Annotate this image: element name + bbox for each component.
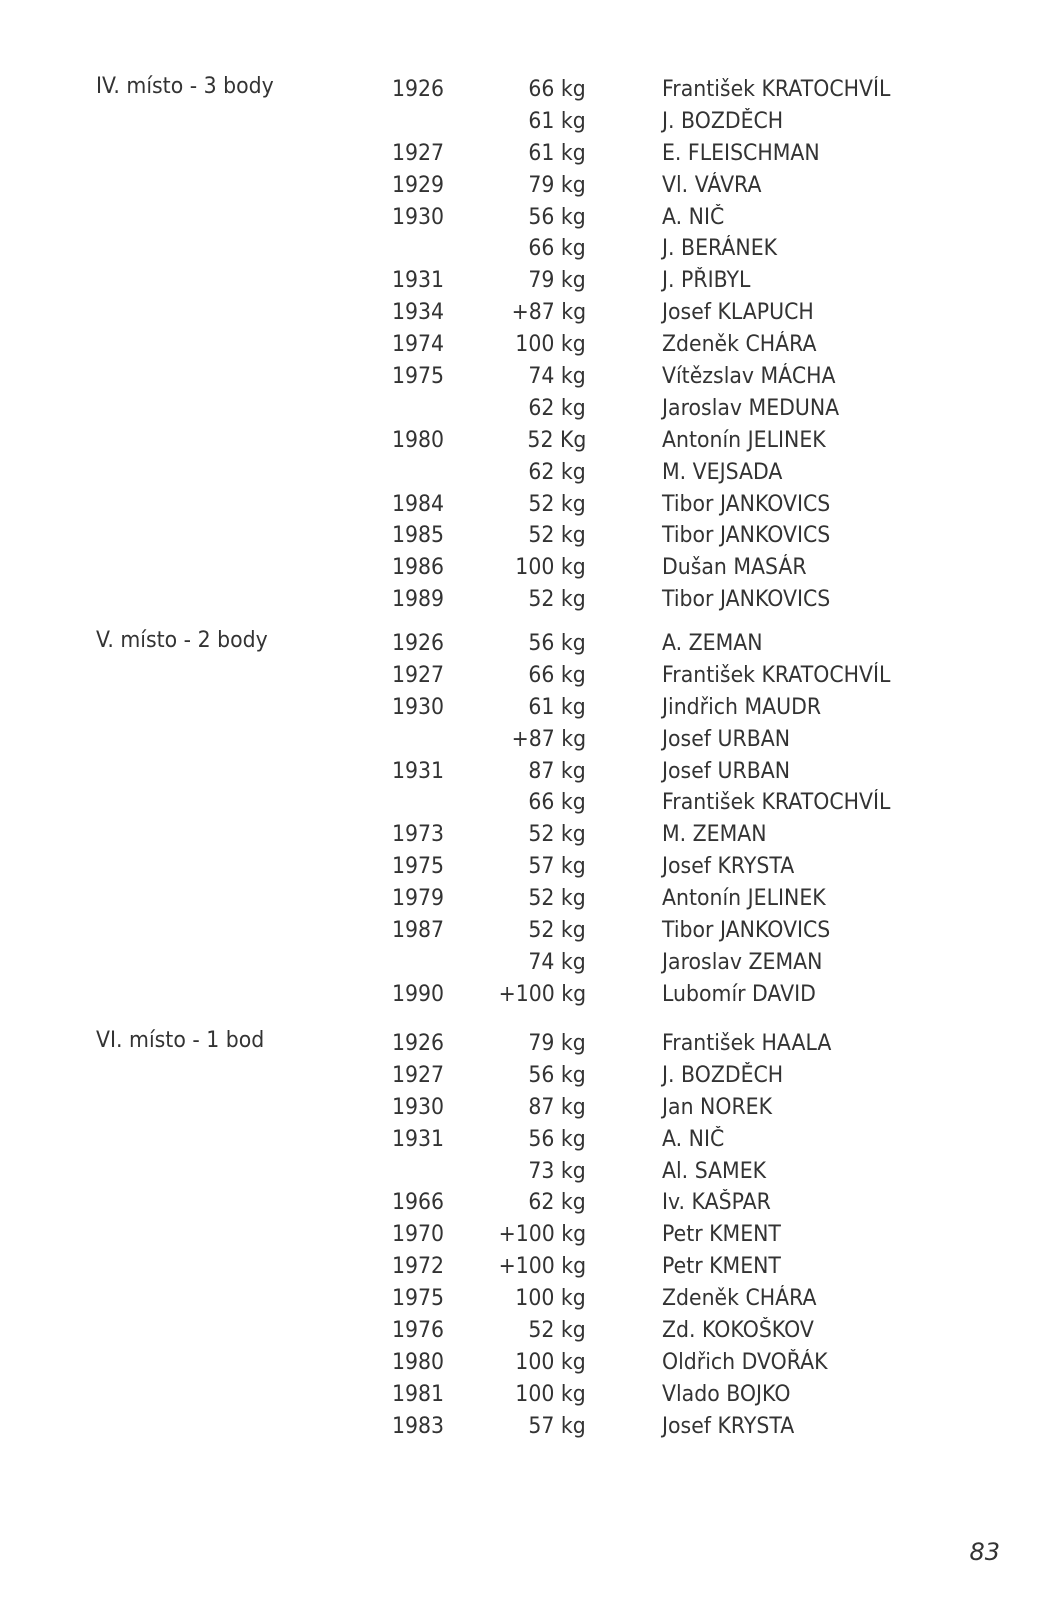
result-year: 1966: [392, 1190, 445, 1216]
result-row: [0, 1124, 1056, 1156]
result-weight: 100 kg: [515, 555, 586, 581]
result-row: [0, 787, 1056, 819]
result-weight: 56 kg: [528, 204, 586, 230]
result-name: Josef KRYSTA: [662, 1413, 795, 1439]
result-name: Vl. VÁVRA: [662, 172, 762, 198]
results-list: [0, 74, 1056, 616]
result-year: 1931: [392, 758, 445, 784]
result-weight: 61 kg: [528, 140, 586, 166]
result-weight: 79 kg: [528, 172, 586, 198]
result-weight: 73 kg: [528, 1158, 586, 1184]
result-year: 1927: [392, 140, 445, 166]
result-year: 1931: [392, 268, 445, 294]
result-weight: 52 kg: [528, 523, 586, 549]
result-name: Zdeněk CHÁRA: [662, 332, 817, 358]
result-name: J. BERÁNEK: [662, 236, 778, 262]
result-weight: 62 kg: [528, 459, 586, 485]
placement-section-v: [0, 628, 1056, 1011]
result-name: Jaroslav MEDUNA: [662, 395, 840, 421]
result-year: 1931: [392, 1126, 445, 1152]
result-weight: 61 kg: [528, 694, 586, 720]
result-year: 1929: [392, 172, 445, 198]
result-row: [0, 819, 1056, 851]
result-weight: 52 kg: [528, 587, 586, 613]
result-year: 1987: [392, 918, 445, 944]
result-name: J. BOZDĚCH: [662, 108, 784, 134]
result-row: [0, 1251, 1056, 1283]
result-name: Tibor JANKOVICS: [662, 918, 831, 944]
result-row: [0, 1060, 1056, 1092]
result-name: Iv. KAŠPAR: [662, 1190, 771, 1216]
result-year: 1986: [392, 555, 445, 581]
results-list: [0, 628, 1056, 1011]
result-weight: +87 kg: [511, 300, 586, 326]
result-name: J. BOZDĚCH: [662, 1062, 784, 1088]
result-row: [0, 106, 1056, 138]
result-name: Jindřich MAUDR: [662, 694, 822, 720]
results-list: [0, 1028, 1056, 1443]
result-row: [0, 1187, 1056, 1219]
result-year: 1979: [392, 886, 445, 912]
result-name: Josef URBAN: [662, 758, 791, 784]
result-name: Josef KRYSTA: [662, 854, 795, 880]
result-name: Tibor JANKOVICS: [662, 491, 831, 517]
result-row: [0, 1219, 1056, 1251]
result-row: [0, 1092, 1056, 1124]
result-weight: 87 kg: [528, 1094, 586, 1120]
result-year: 1984: [392, 491, 445, 517]
result-name: Petr KMENT: [662, 1222, 781, 1248]
result-row: [0, 1156, 1056, 1188]
result-year: 1976: [392, 1318, 445, 1344]
result-weight: 52 kg: [528, 918, 586, 944]
result-row: [0, 851, 1056, 883]
result-name: M. VEJSADA: [662, 459, 783, 485]
section-label: V. místo - 2 body: [96, 628, 268, 653]
result-year: 1980: [392, 1349, 445, 1375]
result-row: [0, 297, 1056, 329]
result-row: [0, 425, 1056, 457]
result-weight: 74 kg: [528, 949, 586, 975]
result-name: A. NIČ: [662, 1126, 725, 1152]
result-weight: 66 kg: [528, 662, 586, 688]
placement-section-vi: [0, 1028, 1056, 1443]
result-weight: 62 kg: [528, 395, 586, 421]
result-name: Al. SAMEK: [662, 1158, 767, 1184]
result-weight: 57 kg: [528, 854, 586, 880]
result-year: 1980: [392, 427, 445, 453]
result-row: [0, 660, 1056, 692]
result-weight: 52 kg: [528, 491, 586, 517]
result-row: [0, 265, 1056, 297]
placement-section-iv: [0, 74, 1056, 616]
result-name: M. ZEMAN: [662, 822, 767, 848]
result-year: 1981: [392, 1381, 445, 1407]
section-label: IV. místo - 3 body: [96, 74, 274, 99]
result-year: 1970: [392, 1222, 445, 1248]
page-number: 83: [969, 1538, 1000, 1566]
result-row: [0, 915, 1056, 947]
result-year: 1975: [392, 854, 445, 880]
result-year: 1990: [392, 981, 445, 1007]
result-row: [0, 692, 1056, 724]
result-weight: 100 kg: [515, 1349, 586, 1375]
result-year: 1983: [392, 1413, 445, 1439]
result-row: [0, 724, 1056, 756]
result-name: František KRATOCHVÍL: [662, 790, 891, 816]
result-name: Antonín JELINEK: [662, 886, 826, 912]
result-name: A. NIČ: [662, 204, 725, 230]
result-name: E. FLEISCHMAN: [662, 140, 820, 166]
result-row: [0, 489, 1056, 521]
result-row: [0, 584, 1056, 616]
result-name: Jan NOREK: [662, 1094, 773, 1120]
result-weight: 56 kg: [528, 1062, 586, 1088]
result-weight: +100 kg: [498, 1254, 586, 1280]
result-name: Petr KMENT: [662, 1254, 781, 1280]
result-year: 1927: [392, 1062, 445, 1088]
result-name: J. PŘIBYL: [662, 268, 751, 294]
result-row: [0, 1347, 1056, 1379]
result-row: [0, 361, 1056, 393]
result-weight: +100 kg: [498, 1222, 586, 1248]
result-year: 1989: [392, 587, 445, 613]
result-row: [0, 329, 1056, 361]
result-year: 1975: [392, 1286, 445, 1312]
result-year: 1927: [392, 662, 445, 688]
result-row: [0, 1028, 1056, 1060]
result-name: Zd. KOKOŠKOV: [662, 1318, 814, 1344]
result-row: [0, 74, 1056, 106]
result-weight: 87 kg: [528, 758, 586, 784]
result-year: 1926: [392, 631, 445, 656]
result-name: Lubomír DAVID: [662, 981, 816, 1007]
result-name: Vlado BOJKO: [662, 1381, 791, 1407]
result-name: Oldřich DVOŘÁK: [662, 1349, 828, 1375]
result-weight: 52 Kg: [527, 427, 586, 453]
result-year: 1930: [392, 204, 445, 230]
result-year: 1926: [392, 77, 445, 102]
result-row: [0, 1315, 1056, 1347]
result-row: [0, 1283, 1056, 1315]
result-year: 1972: [392, 1254, 445, 1280]
section-label: VI. místo - 1 bod: [96, 1028, 265, 1053]
result-weight: 56 kg: [528, 1126, 586, 1152]
result-weight: 100 kg: [515, 332, 586, 358]
result-name: A. ZEMAN: [662, 631, 763, 656]
result-row: [0, 979, 1056, 1011]
result-row: [0, 520, 1056, 552]
result-row: [0, 1411, 1056, 1443]
result-weight: 79 kg: [528, 268, 586, 294]
result-name: Antonín JELINEK: [662, 427, 826, 453]
result-row: [0, 756, 1056, 788]
result-name: Josef KLAPUCH: [662, 300, 814, 326]
result-name: František KRATOCHVÍL: [662, 77, 891, 102]
result-weight: +87 kg: [511, 726, 586, 752]
result-name: Tibor JANKOVICS: [662, 523, 831, 549]
result-row: [0, 947, 1056, 979]
result-row: [0, 202, 1056, 234]
result-weight: 61 kg: [528, 108, 586, 134]
result-row: [0, 628, 1056, 660]
result-weight: 56 kg: [528, 631, 586, 656]
result-year: 1985: [392, 523, 445, 549]
result-row: [0, 883, 1056, 915]
result-name: Josef URBAN: [662, 726, 791, 752]
result-weight: 100 kg: [515, 1381, 586, 1407]
result-row: [0, 457, 1056, 489]
result-weight: 62 kg: [528, 1190, 586, 1216]
result-weight: 74 kg: [528, 364, 586, 390]
result-year: 1975: [392, 364, 445, 390]
result-weight: 52 kg: [528, 1318, 586, 1344]
result-year: 1973: [392, 822, 445, 848]
result-weight: +100 kg: [498, 981, 586, 1007]
result-name: Vítězslav MÁCHA: [662, 364, 836, 390]
result-year: 1934: [392, 300, 445, 326]
result-weight: 57 kg: [528, 1413, 586, 1439]
result-name: Tibor JANKOVICS: [662, 587, 831, 613]
result-weight: 79 kg: [528, 1031, 586, 1056]
result-weight: 52 kg: [528, 822, 586, 848]
result-row: [0, 138, 1056, 170]
result-year: 1974: [392, 332, 445, 358]
result-row: [0, 233, 1056, 265]
result-row: [0, 1379, 1056, 1411]
result-weight: 66 kg: [528, 236, 586, 262]
result-weight: 66 kg: [528, 790, 586, 816]
result-name: František HAALA: [662, 1031, 832, 1056]
result-row: [0, 170, 1056, 202]
result-row: [0, 552, 1056, 584]
result-year: 1930: [392, 694, 445, 720]
result-name: Jaroslav ZEMAN: [662, 949, 823, 975]
result-year: 1926: [392, 1031, 445, 1056]
result-row: [0, 393, 1056, 425]
result-name: František KRATOCHVÍL: [662, 662, 891, 688]
result-weight: 52 kg: [528, 886, 586, 912]
result-name: Dušan MASÁR: [662, 555, 807, 581]
result-year: 1930: [392, 1094, 445, 1120]
result-weight: 100 kg: [515, 1286, 586, 1312]
result-name: Zdeněk CHÁRA: [662, 1286, 817, 1312]
result-weight: 66 kg: [528, 77, 586, 102]
